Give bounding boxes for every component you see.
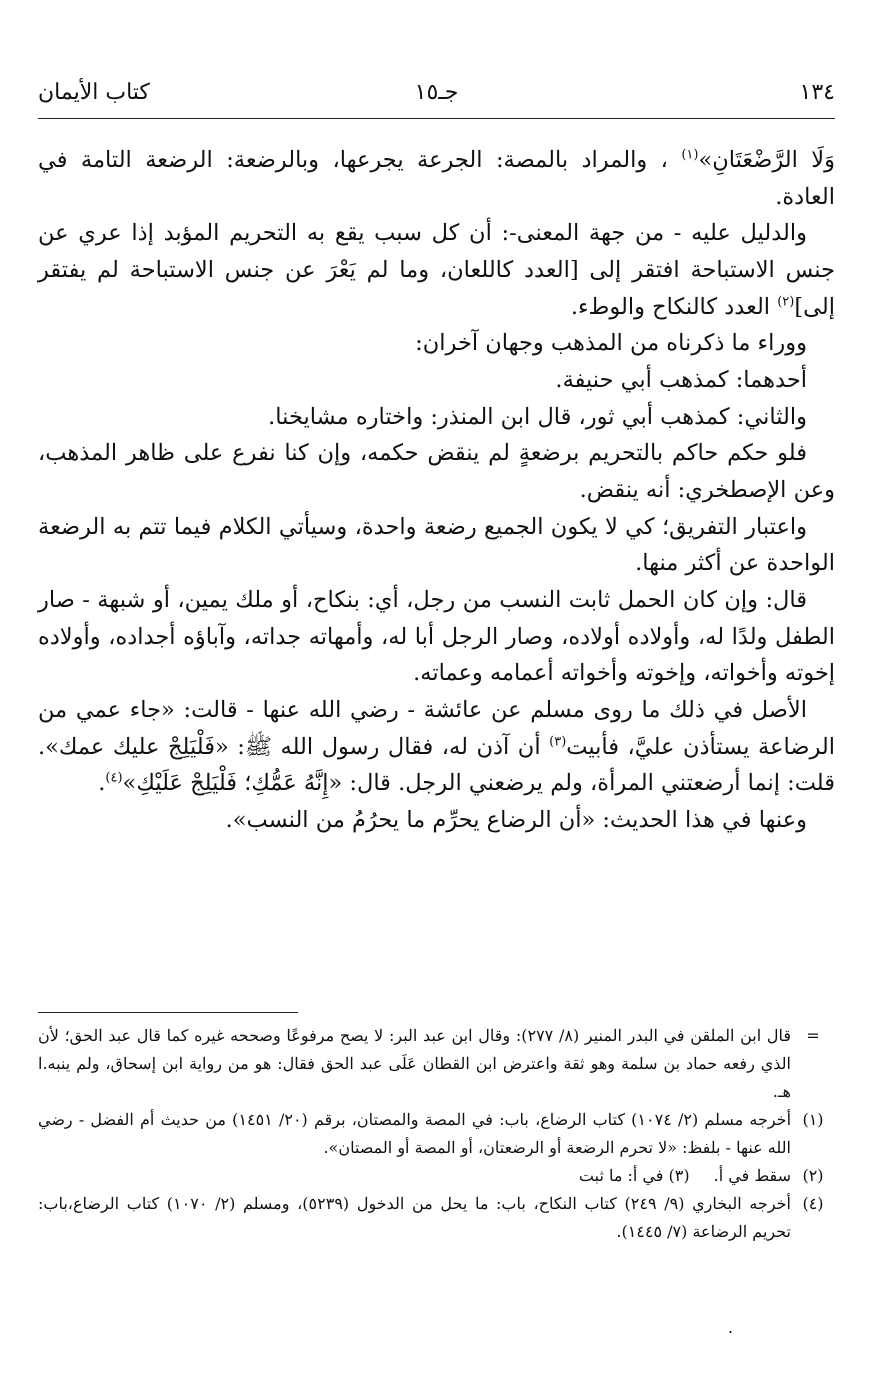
book-page [38,0,835,1374]
footnote-rule [38,1012,298,1013]
paragraph-9-text: الأصل في ذلك ما روى مسلم عن عائشة - رضي الله عنها - قالت: «جاء عمي من الرضاعة يستأذن عليَّ، فأبيت [38,697,835,760]
footnote-ref-3: (٣) [549,734,567,750]
footnote-2-3 [38,1162,835,1190]
quote-end: وَلَا الرَّضْعَتَانِ» [698,147,836,173]
footnotes [38,1022,835,1246]
paragraph-2-text-end: العدد كالنكاح والوطء. [570,293,771,320]
paragraph-10: وعنها في هذا الحديث: «أن الرضاع يحرِّم ما يحرُمُ من النسب». [225,807,807,834]
footnote-3-marker: (٣) [668,1166,690,1185]
paragraph-5: والثاني: كمذهب أبي ثور، قال ابن المنذر: واختاره مشايخنا. [268,403,807,430]
footnote-1 [38,1106,835,1162]
footnote-text [38,1162,791,1190]
main-text [38,142,835,839]
paragraph-9 [38,692,835,802]
footnote-marker: (٤) [802,1194,824,1213]
paragraph-1 [38,142,835,215]
paragraph-1-text: ، والمراد بالمصة: الجرعة يجرعها، وبالرضعة: الرضعة التامة في العادة. [38,147,835,210]
volume-label: جـ١٥ [414,80,459,105]
stray-mark: . [728,1318,734,1337]
paragraph-9-text-end: . [98,770,106,797]
footnote-2-text: سقط في أ. [713,1166,791,1185]
paragraph-3: ووراء ما ذكرناه من المذهب وجهان آخران: [415,330,807,357]
footnote-continued [38,1022,835,1106]
book-title: كتاب الأيمان [38,80,150,105]
paragraph-7: واعتبار التفريق؛ كي لا يكون الجميع رضعة واحدة، وسيأتي الكلام فيما تتم به الرضعة الواحدة عن أكثر منها. [38,513,835,577]
paragraph-2 [38,215,835,325]
paragraph-2-text: والدليل عليه - من جهة المعنى-: أن كل سبب يقع به التحريم المؤبد إذا عري عن جنس الاستباحة افتقر إلى [العدد كاللعان، وما لم يَعْرَ عن جنس الاستباحة لم يفتقر إلى] [38,220,835,320]
footnote-marker: (٢) [802,1166,824,1185]
header-rule [38,118,835,119]
footnote-ref-4: (٤) [105,770,123,786]
footnote-text: قال ابن الملقن في البدر المنير (٨/ ٢٧٧): وقال ابن عبد البر: لا يصح مرفوعًا وصححه غيره كما قال عبد الحق؛ لأن الذي رفعه حماد بن سلمة وهو ثقة واعترض ابن القطان عَلَى عبد الحق فقال: هو من رواية ابن إسحاق، ولم ينبه.ا هـ. [38,1026,792,1101]
footnote-marker: (١) [802,1110,824,1129]
paragraph-8: قال: وإن كان الحمل ثابت النسب من رجل، أي: بنكاح، أو ملك يمين، أو شبهة - صار الطفل ولدًا له، وأولاده أولاده، وصار الرجل أبا له، وأمهاته جداته، وآباؤه أجداده، وأولاده إخوته وأخواته، وإخوته وأخواته أعمامه وعماته. [38,587,835,687]
running-header [38,80,835,120]
footnote-ref-1: (١) [681,147,699,163]
footnote-4 [38,1190,835,1246]
footnote-3-text: في أ: ما ثبت [578,1166,664,1185]
paragraph-4: أحدهما: كمذهب أبي حنيفة. [555,367,807,394]
footnote-text: أخرجه البخاري (٩/ ٢٤٩) كتاب النكاح، باب: ما يحل من الدخول (٥٢٣٩)، ومسلم (٢/ ١٠٧٠) كتاب الرضاع،باب: تحريم الرضاعة (٧/ ١٤٤٥). [38,1194,791,1241]
paragraph-9-text-mid: أن آذن له، فقال رسول الله ﷺ: «فَلْيَلِجْ عليك عمك». قلت: إنما أرضعتني المرأة، ولم يرضعني الرجل. قال: «إِنَّهُ عَمُّكِ؛ فَلْيَلِجْ عَلَيْكِ» [38,733,835,797]
footnote-marker: = [806,1026,820,1045]
paragraph-6: فلو حكم حاكم بالتحريم برضعةٍ لم ينقض حكمه، وإن كنا نفرع على ظاهر المذهب، وعن الإصطخري: أنه ينقض. [38,440,835,504]
page-number: ١٣٤ [799,80,835,105]
footnote-text: أخرجه مسلم (٢/ ١٠٧٤) كتاب الرضاع، باب: في المصة والمصتان، برقم (٢٠/ ١٤٥١) من حديث أم الفضل - رضي الله عنها - بلفظ: «لا تحرم الرضعة أو الرضعتان، أو المصة أو المصتان». [38,1110,792,1157]
footnote-ref-2: (٢) [777,294,795,310]
